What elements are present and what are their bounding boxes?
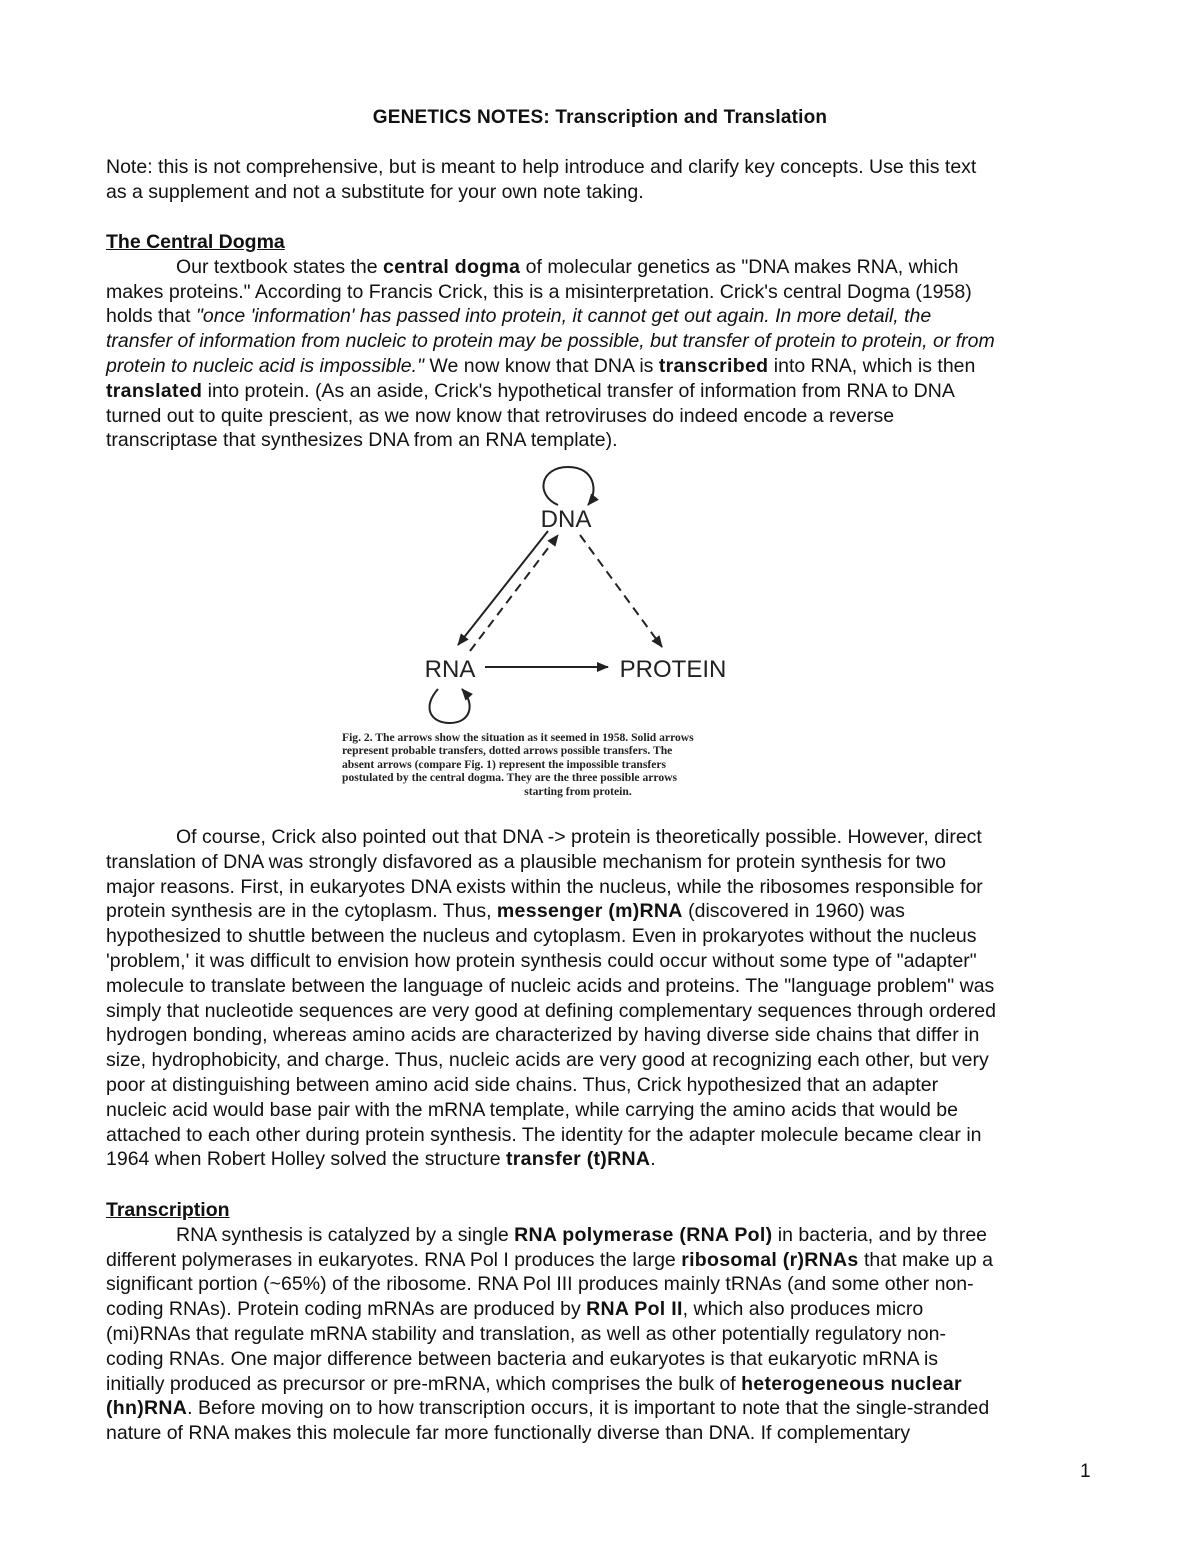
diagram-label-rna: RNA	[424, 656, 476, 683]
paragraph-line: attached to each other during protein synthesis. The identity for the adapter molecule became clear in	[106, 1123, 982, 1146]
intro-note	[106, 155, 1096, 205]
central-dogma-heading: The Central Dogma	[106, 231, 285, 253]
paragraph-line: makes proteins." According to Francis Crick, this is a misinterpretation. Crick's central Dogma (1958)	[106, 280, 972, 303]
paragraph-line: major reasons. First, in eukaryotes DNA exists within the nucleus, while the ribosomes responsible for	[106, 875, 983, 898]
paragraph-line: initially produced as precursor or pre-mRNA, which comprises the bulk of heterogeneous nuclear	[106, 1372, 962, 1395]
caption-line: Fig. 2. The arrows show the situation as it seemed in 1958. Solid arrows	[342, 731, 694, 744]
central-dogma-section	[106, 230, 1096, 453]
term-trna: transfer (t)RNA	[505, 1148, 651, 1171]
term-rna-pol-ii: RNA Pol II	[586, 1298, 683, 1321]
diagram-label-protein: PROTEIN	[619, 656, 727, 683]
paragraph-line: Our textbook states the central dogma of molecular genetics as "DNA makes RNA, which	[176, 255, 959, 278]
rna-to-dna-arrow	[470, 535, 558, 651]
page-title: GENETICS NOTES: Transcription and Translation	[372, 107, 828, 128]
caption-line: starting from protein.	[524, 784, 632, 798]
paragraph-line: nucleic acid would base pair with the mRNA template, while carrying the amino acids that would be	[106, 1098, 958, 1121]
term-translated: translated	[106, 379, 203, 402]
caption-line: absent arrows (compare Fig. 1) represent the impossible transfers	[342, 757, 667, 771]
paragraph-line: RNA synthesis is catalyzed by a single RNA polymerase (RNA Pol) in bacteria, and by three	[176, 1223, 988, 1246]
crick-quote: transfer of information from nucleic to protein may be possible, but transfer of protein to protein, or from	[106, 330, 995, 353]
paragraph-line: transcriptase that synthesizes DNA from an RNA template).	[106, 429, 618, 452]
paragraph-line: turned out to quite prescient, as we now know that retroviruses do indeed encode a reverse	[106, 404, 895, 427]
paragraph-line: translated into protein. (As an aside, Crick's hypothetical transfer of information from RNA to DNA	[106, 379, 955, 402]
paragraph-line: translation of DNA was strongly disfavored as a plausible mechanism for protein synthesis for two	[106, 850, 946, 873]
paragraph-line: 'problem,' it was difficult to envision how protein synthesis could occur without some type of "adapter"	[106, 949, 977, 972]
term-mrna: messenger (m)RNA	[496, 900, 683, 923]
paragraph-line: significant portion (~65%) of the ribosome. RNA Pol III produces mainly tRNAs (and some other non-	[106, 1273, 974, 1296]
paragraph-line: nature of RNA makes this molecule far more functionally diverse than DNA. If complementary	[106, 1422, 911, 1445]
dna-to-rna-arrow	[458, 531, 548, 645]
intro-line: Note: this is not comprehensive, but is meant to help introduce and clarify key concepts. Use this text	[106, 156, 977, 178]
term-central-dogma: central dogma	[383, 255, 521, 278]
paragraph-line: size, hydrophobicity, and charge. Thus, nucleic acids are very good at recognizing each other, but very	[106, 1049, 989, 1072]
paragraph-line: molecule to translate between the language of nucleic acids and proteins. The "language problem" was	[106, 974, 995, 997]
intro-line: as a supplement and not a substitute for your own note taking.	[106, 180, 644, 203]
paragraph-line: 1964 when Robert Holley solved the structure transfer (t)RNA.	[106, 1148, 656, 1171]
caption-line: represent probable transfers, dotted arrows possible transfers. The	[342, 744, 673, 758]
term-transcribed: transcribed	[658, 354, 769, 377]
diagram-label-dna: DNA	[540, 506, 592, 533]
paragraph-line: holds that "once 'information' has passed into protein, it cannot get out again. In more detail, the	[106, 305, 932, 328]
paragraph-line: (hn)RNA. Before moving on to how transcription occurs, it is important to note that the single-stranded	[106, 1397, 990, 1420]
crick-quote: protein to nucleic acid is impossible."	[106, 354, 424, 377]
crick-paragraph	[106, 825, 1096, 1172]
figure-caption	[342, 731, 814, 798]
paragraph-line: Of course, Crick also pointed out that DNA -> protein is theoretically possible. However, direct	[176, 826, 982, 848]
dna-replication-arrow	[543, 467, 593, 505]
crick-quote: "once 'information' has passed into protein, it cannot get out again. In more detail, the	[195, 305, 932, 328]
paragraph-line: simply that nucleotide sequences are very good at defining complementary sequences through ordered	[106, 999, 996, 1022]
caption-line: postulated by the central dogma. They are the three possible arrows	[342, 771, 678, 785]
paragraph-line: hypothesized to shuttle between the nucleus and cytoplasm. Even in prokaryotes without the nucleus	[106, 925, 977, 948]
dna-to-protein-arrow	[580, 535, 662, 647]
paragraph-line: different polymerases in eukaryotes. RNA Pol I produces the large ribosomal (r)RNAs that make up a	[106, 1248, 993, 1271]
paragraph-line: protein to nucleic acid is impossible." We now know that DNA is transcribed into RNA, which is then	[106, 354, 976, 377]
paragraph-line: hydrogen bonding, whereas amino acids are characterized by having diverse side chains that differ in	[106, 1024, 980, 1047]
paragraph-line	[106, 329, 1096, 354]
paragraph-line: coding RNAs). Protein coding mRNAs are produced by RNA Pol II, which also produces micro	[106, 1298, 924, 1321]
paragraph-line: (mi)RNAs that regulate mRNA stability and translation, as well as other potentially regulatory non-	[106, 1322, 946, 1345]
term-rrna: ribosomal (r)RNAs	[681, 1248, 859, 1271]
rna-replication-arrow	[429, 689, 469, 723]
paragraph-line: coding RNAs. One major difference between bacteria and eukaryotes is that eukaryotic mRNA is	[106, 1347, 939, 1370]
transcription-section	[106, 1198, 1096, 1446]
paragraph-line: poor at distinguishing between amino acid side chains. Thus, Crick hypothesized that an adapter	[106, 1073, 939, 1096]
transcription-heading: Transcription	[106, 1199, 230, 1221]
term-hnrna: heterogeneous nuclear	[741, 1372, 962, 1395]
term-hnrna: (hn)RNA	[106, 1397, 188, 1420]
paragraph-line: protein synthesis are in the cytoplasm. Thus, messenger (m)RNA (discovered in 1960) was	[106, 900, 905, 923]
page-number: 1	[1080, 1461, 1091, 1482]
term-rna-polymerase: RNA polymerase (RNA Pol)	[514, 1223, 773, 1246]
